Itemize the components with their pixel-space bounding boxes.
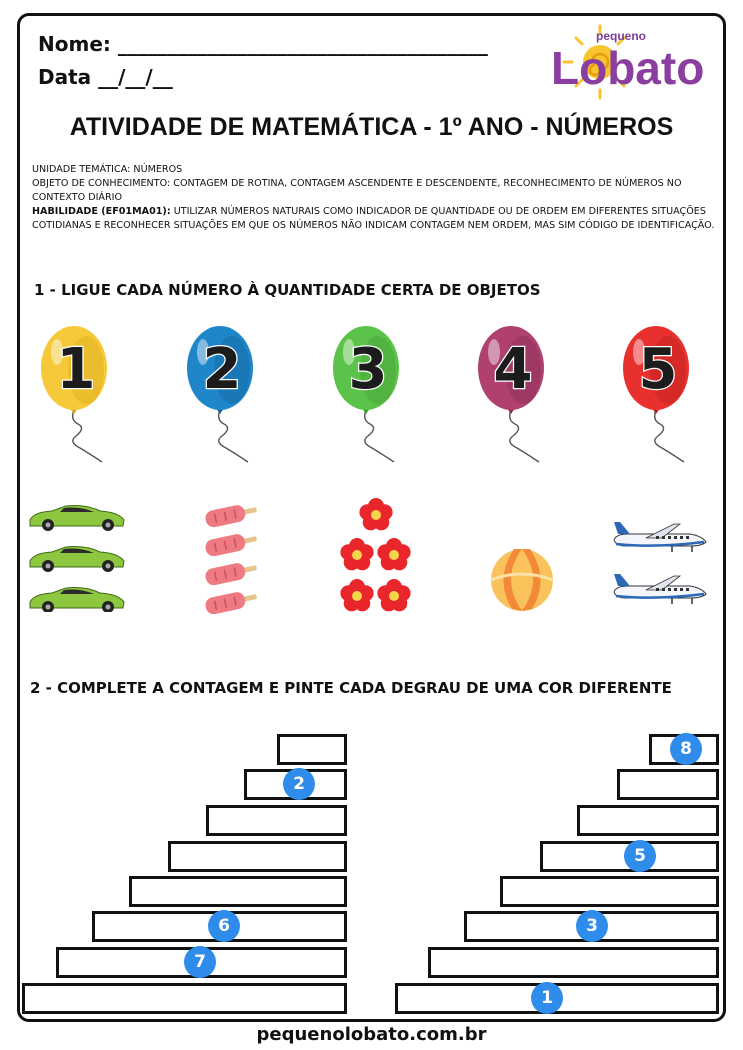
ball-icon xyxy=(491,549,553,611)
popsicle-icon xyxy=(204,501,258,528)
right-stair-step-7[interactable] xyxy=(428,947,719,978)
flower-icon xyxy=(359,498,392,530)
cars-group[interactable] xyxy=(26,500,130,612)
step-number-badge: 8 xyxy=(670,733,702,765)
balloon-3-icon[interactable] xyxy=(322,324,412,464)
left-stair-step-8[interactable] xyxy=(22,983,347,1014)
step-number-badge: 3 xyxy=(576,910,608,942)
skill-line xyxy=(32,205,722,233)
popsicle-icon xyxy=(204,588,258,615)
flowers-group[interactable] xyxy=(335,495,415,619)
airplanes-group[interactable] xyxy=(610,518,710,614)
balloon-number: 5 xyxy=(638,337,678,402)
car-icon xyxy=(30,506,124,531)
date-field[interactable]: Data __/__/__ xyxy=(38,65,173,89)
right-stair-step-2[interactable] xyxy=(617,769,719,800)
footer-url[interactable]: pequenolobato.com.br xyxy=(256,1024,487,1045)
flower-icon xyxy=(340,538,373,570)
question-2: 2 - COMPLETE A CONTAGEM E PINTE CADA DEGRAU DE UMA COR DIFERENTE xyxy=(30,679,672,697)
airplane-icon xyxy=(614,574,706,604)
left-stair-step-3[interactable] xyxy=(206,805,347,836)
ball-group[interactable] xyxy=(488,546,556,614)
balloon-5-icon[interactable] xyxy=(612,324,702,464)
left-stair-step-5[interactable] xyxy=(129,876,347,907)
curriculum-info xyxy=(32,163,722,233)
balloon-2-icon[interactable] xyxy=(176,324,266,464)
step-number-badge: 2 xyxy=(283,768,315,800)
skill-label: HABILIDADE (EF01MA01): xyxy=(32,206,171,217)
logo-pequeno: pequeno xyxy=(596,29,646,43)
left-stair-step-4[interactable] xyxy=(168,841,347,872)
skill-text: UTILIZAR NÚMEROS NATURAIS COMO INDICADOR DE QUANTIDADE OU DE ORDEM EM DIFERENTES SITUAÇÕES COTIDIANAS E RECONHECER SITUAÇÕES EM QUE OS NÚMEROS NÃO INDICAM CONTAGEM NEM ORDEM, MAS SIM CÓDIGO DE IDENTIFICAÇÃO. xyxy=(32,206,715,231)
step-number-badge: 7 xyxy=(184,946,216,978)
balloon-4-icon[interactable] xyxy=(467,324,557,464)
popsicle-icon xyxy=(204,530,258,557)
question-1: 1 - LIGUE CADA NÚMERO À QUANTIDADE CERTA DE OBJETOS xyxy=(34,281,541,299)
car-icon xyxy=(30,588,124,612)
left-stair-step-1[interactable] xyxy=(277,734,347,765)
step-number-badge: 1 xyxy=(531,982,563,1014)
flower-icon xyxy=(377,579,410,611)
balloon-number: 4 xyxy=(493,337,533,402)
balloon-1-icon[interactable] xyxy=(30,324,120,464)
flower-icon xyxy=(377,538,410,570)
balloon-number: 3 xyxy=(348,337,388,402)
airplane-icon xyxy=(614,522,706,552)
knowledge-object: OBJETO DE CONHECIMENTO: CONTAGEM DE ROTINA, CONTAGEM ASCENDENTE E DESCENDENTE, RECONHECIMENTO DE NÚMEROS NO CONTEXTO DIÁRIO xyxy=(32,178,682,203)
step-number-badge: 5 xyxy=(624,840,656,872)
right-stair-step-3[interactable] xyxy=(577,805,719,836)
step-number-badge: 6 xyxy=(208,910,240,942)
popsicles-group[interactable] xyxy=(198,498,264,620)
balloon-number: 2 xyxy=(202,337,242,402)
page-title: ATIVIDADE DE MATEMÁTICA - 1º ANO - NÚMEROS xyxy=(69,113,674,141)
pequeno-lobato-logo xyxy=(548,22,723,102)
right-stair-step-5[interactable] xyxy=(500,876,719,907)
flower-icon xyxy=(340,579,373,611)
balloon-number: 1 xyxy=(56,337,96,402)
logo-lobato: Lobato xyxy=(551,42,705,94)
thematic-unit: UNIDADE TEMÁTICA: NÚMEROS xyxy=(32,164,183,175)
car-icon xyxy=(30,547,124,572)
popsicle-icon xyxy=(204,559,258,586)
name-field[interactable]: Nome: _____________________________________ xyxy=(38,32,488,56)
